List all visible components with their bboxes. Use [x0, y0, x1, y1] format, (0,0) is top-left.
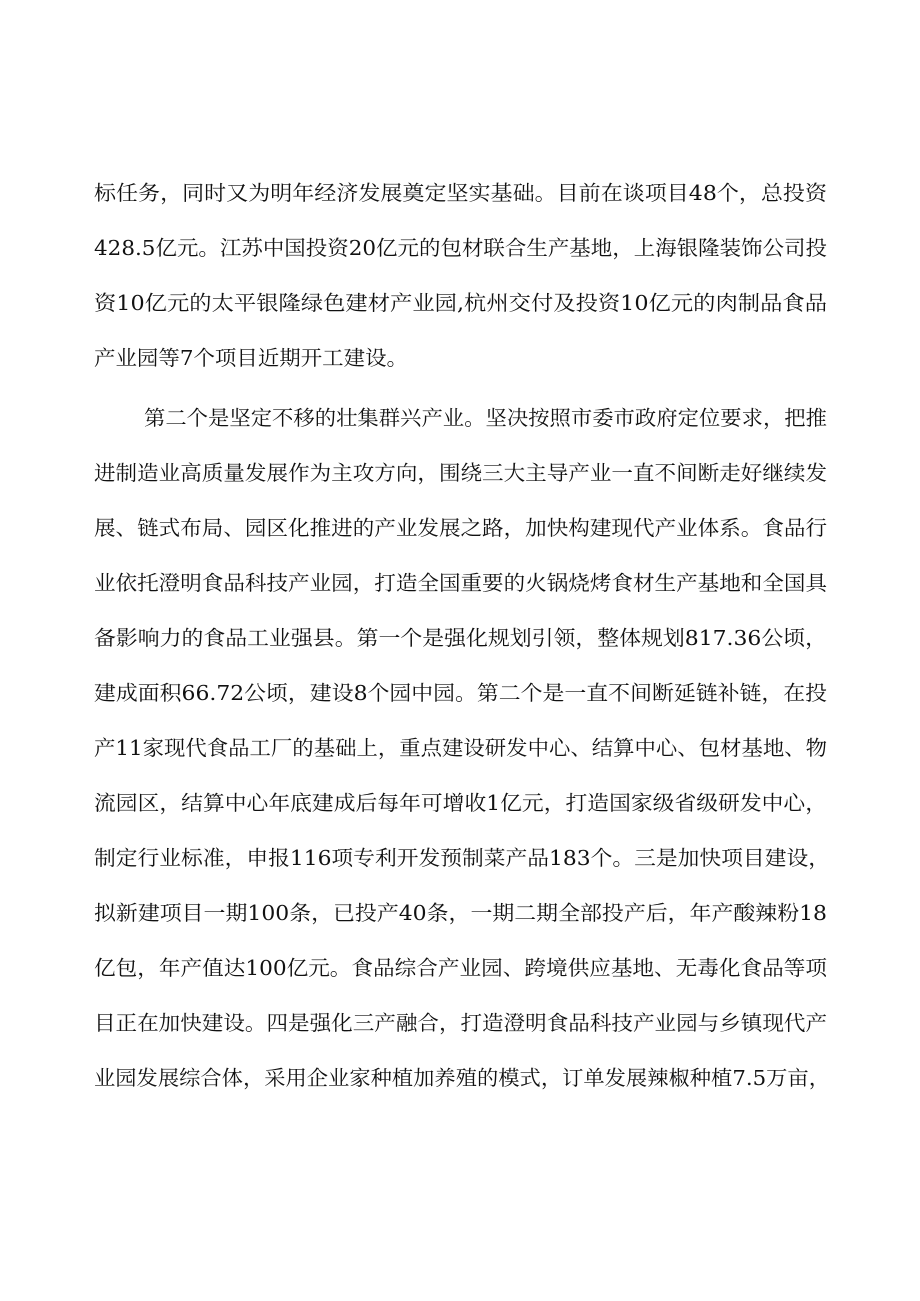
- line-text: 拟新建项目一期100条，已投产40条，一期二期全部投产后，年产酸辣粉18: [94, 901, 827, 925]
- line-text: 进制造业高质量发展作为主攻方向，围绕三大主导产业一直不间断走好继续发: [94, 461, 827, 485]
- line-text: 业依托澄明食品科技产业园，打造全国重要的火锅烧烤食材生产基地和全国具: [94, 571, 827, 595]
- line-text: 资10亿元的太平银隆绿色建材产业园,杭州交付及投资10亿元的肉制品食品: [94, 291, 827, 315]
- text-line: [0, 568, 920, 598]
- line-text: 目正在加快建设。四是强化三产融合，打造澄明食品科技产业园与乡镇现代产: [94, 1011, 827, 1035]
- text-line: [0, 788, 920, 818]
- text-line: [0, 733, 920, 763]
- line-text: 展、链式布局、园区化推进的产业发展之路，加快构建现代产业体系。食品行: [94, 516, 827, 540]
- text-line: [0, 178, 920, 208]
- text-line: [0, 233, 920, 263]
- line-text: 产业园等7个项目近期开工建设。: [94, 346, 408, 370]
- text-line: [0, 343, 920, 373]
- text-line: [0, 513, 920, 543]
- line-text: 第二个是坚定不移的壮集群兴产业。坚决按照市委市政府定位要求，把推: [144, 406, 827, 430]
- line-text: 标任务，同时又为明年经济发展奠定坚实基础。目前在谈项目48个，总投资: [94, 181, 827, 205]
- line-text: 产11家现代食品工厂的基础上，重点建设研发中心、结算中心、包材基地、物: [94, 736, 827, 760]
- text-line: [0, 1063, 920, 1093]
- line-text: 428.5亿元。江苏中国投资20亿元的包材联合生产基地，上海银隆装饰公司投: [94, 236, 827, 260]
- text-line: [0, 843, 920, 873]
- text-line: [0, 288, 920, 318]
- line-text: 备影响力的食品工业强县。第一个是强化规划引领，整体规划817.36公顷，: [94, 626, 828, 650]
- text-line: [0, 403, 920, 433]
- text-line: [0, 953, 920, 983]
- line-text: 流园区，结算中心年底建成后每年可增收1亿元，打造国家级省级研发中心，: [94, 791, 827, 815]
- text-line: [0, 1008, 920, 1038]
- line-text: 建成面积66.72公顷，建设8个园中园。第二个是一直不间断延链补链，在投: [94, 681, 828, 705]
- text-line: [0, 623, 920, 653]
- line-text: 业园发展综合体，采用企业家种植加养殖的模式，订单发展辣椒种植7.5万亩，: [94, 1066, 830, 1090]
- line-text: 制定行业标准，申报116项专利开发预制菜产品183个。三是加快项目建设，: [94, 846, 830, 870]
- text-line: [0, 458, 920, 488]
- text-line: [0, 898, 920, 928]
- line-text: 亿包，年产值达100亿元。食品综合产业园、跨境供应基地、无毒化食品等项: [94, 956, 827, 980]
- text-line: [0, 678, 920, 708]
